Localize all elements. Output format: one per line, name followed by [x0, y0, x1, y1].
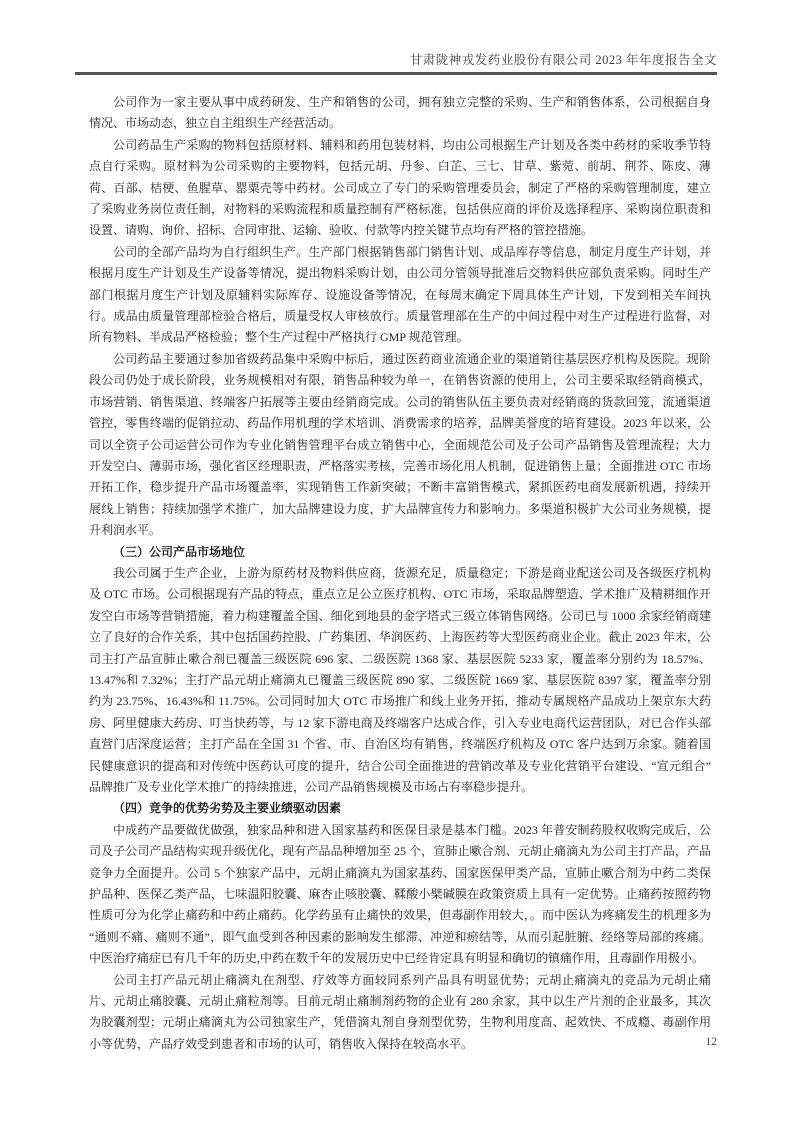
document-body [89, 92, 711, 1055]
section-heading-market-position: （三）公司产品市场地位 [113, 544, 246, 559]
paragraph-market-position: 我公司属于生产企业，上游为原药材及物料供应商，货源充足，质量稳定；下游是商业配送公司及各级医疗机构及 OTC 市场。公司根据现有产品的特点，重点立足公立医疗机构、OTC 市场，采取品牌塑造、学术推广及精耕细作开发空白市场等营销措施，着力构建覆盖全国、细化到地县的金字塔式三级立体销售网络。公司已与 1000 余家经销商建立了良好的合作关系，其中包括国药控股、广药集团、华润医药、上海医药等大型医药商业企业。截止 2023 年末，公司主打产品宣肺止嗽合剂已覆盖三级医院 696 家、二级医院 1368 家、基层医院 5233 家，覆盖率分别约为 18.57%、13.47%和 7.32%；主打产品元胡止痛滴丸已覆盖三级医院 890 家、二级医院 1669 家、基层医院 8397 家，覆盖率分别约为 23.75%、16.43%和 11.75%。公司同时加大 OTC 市场推广和线上业务开拓，推动专属规格产品成功上架京东大药房、阿里健康大药房、叮当快药等，与 12 家下游电商及终端客户达成合作，引入专业电商代运营团队，对已合作头部直营门店深度运营；主打产品在全国 31 个省、市、自治区均有销售，终端医疗机构及 OTC 客户达到万余家。随着国民健康意识的提高和对传统中医药认可度的提升，结合公司全面推进的营销改革及专业化营销平台建设、“宣元组合”品牌推广及专业化学术推广的持续推进，公司产品销售规模及市场占有率稳步提升。 [89, 565, 711, 794]
report-header-title: 甘肃陇神戎发药业股份有限公司 2023 年年度报告全文 [409, 53, 717, 67]
paragraph-sales-model: 公司药品主要通过参加省级药品集中采购中标后，通过医药商业流通企业的渠道销往基层医疗机构及医院。现阶段公司仍处于成长阶段，业务规模相对有限，销售品种较为单一，在销售资源的使用上，公司主要采取经销商模式，市场营销、销售渠道、终端客户拓展等主要由经销商完成。公司的销售队伍主要负责对经销商的货款回笼，流通渠道管控，零售终端的促销拉动、药品作用机理的学术培训、消费需求的培养，品牌美誉度的培育建设。2023 年以来，公司以全资子公司运营公司作为专业化销售管理平台成立销售中心，全面规范公司及子公司产品销售及管理流程；大力开发空白、薄弱市场，强化省区经理职责，严格落实考核，完善市场化用人机制，促进销售上量；全面推进 OTC 市场开拓工作，稳步提升产品市场覆盖率，实现销售工作新突破；不断丰富销售模式，紧抓医药电商发展新机遇，持续开展线上销售；持续加强学术推广，加大品牌建设力度，扩大品牌宣传力和影响力。多渠道积极扩大公司业务规模，提升利润水平。 [89, 351, 711, 538]
paragraph-procurement: 公司药品生产采购的物料包括原材料、辅料和药用包装材料，均由公司根据生产计划及各类中药材的采收季节特点自行采购。原材料为公司采购的主要物料，包括元胡、丹参、白芷、三七、甘草、紫菀、前胡、荆芥、陈皮、薄荷、百部、桔梗、鱼腥草、罂粟壳等中药材。公司成立了专门的采购管理委员会，制定了严格的采购管理制度，建立了采购业务岗位责任制，对物料的采购流程和质量控制有严格标准，包括供应商的评价及选择程序、采购岗位职责和设置、请购、询价、招标、合同审批、运输、验收、付款等内控关键节点均有严格的管控措施。 [89, 137, 711, 238]
paragraph-flagship-product: 公司主打产品元胡止痛滴丸在剂型、疗效等方面较同系列产品具有明显优势；元胡止痛滴丸的竞品为元胡止痛片、元胡止痛胶囊、元胡止痛粒剂等。目前元胡止痛制剂药物的企业有 280 余家，其中以生产片剂的企业最多，其次为胶囊剂型；元胡止痛滴丸为公司独家生产，凭借滴丸剂自身剂型优势，生物利用度高、起效快、不成瘾、毒副作用小等优势，产品疗效受到患者和市场的认可，销售收入保持在较高水平。 [89, 972, 711, 1051]
header-divider-rule [75, 72, 717, 75]
paragraph-company-overview: 公司作为一家主要从事中成药研发、生产和销售的公司，拥有独立完整的采购、生产和销售体系，公司根据自身情况、市场动态，独立自主组织生产经营活动。 [89, 95, 711, 131]
paragraph-production: 公司的全部产品均为自行组织生产。生产部门根据销售部门销售计划、成品库存等信息，制定月度生产计划，并根据月度生产计划及生产设备等情况，提出物料采购计划，由公司分管领导批准后交物料供应部负责采购。同时生产部门根据月度生产计划及原辅料实际库存、设施设备等情况，在每周末确定下周具体生产计划，下发到相关车间执行。成品由质量管理部检验合格后，质量受权人审核放行。质量管理部在生产的中间过程中对生产过程进行监督，对所有物料、半成品严格检验；整个生产过程中严格执行 GMP 规范管理。 [89, 244, 711, 345]
page-number: 12 [705, 1036, 717, 1048]
paragraph-competitive-advantages: 中成药产品要做优做强，独家品种和进入国家基药和医保目录是基本门槛。2023 年普安制药股权收购完成后，公司及子公司产品结构实现升级优化，现有产品品种增加至 25 个，宣肺止嗽合剂、元胡止痛滴丸为公司主打产品，产品竞争力全面提升。公司 5 个独家产品中，元胡止痛滴丸为国家基药、国家医保甲类产品，宣肺止嗽合剂为中药二类保护品种、医保乙类产品，七味温阳胶囊、麻杏止咳胶囊、鞣酸小檗碱膜在政策资质上具有一定优势。止痛药按照药物性质可分为化学止痛药和中药止痛药。化学药虽有止痛快的效果，但毒副作用较大，。而中医认为疼痛发生的机理多为“通则不痛、痛则不通”，即气血受到各种因素的影响发生郁滞、冲逆和瘀结等，从而引起脏腑、经络等局部的疼痛。中医治疗痛症已有几千年的历史,中药在数千年的发展历史中已经肯定具有明显和确切的镇痛作用，且毒副作用极小。 [89, 822, 711, 966]
section-heading-competitive-advantages: （四）竞争的优势劣势及主要业绩驱动因素 [113, 801, 342, 816]
